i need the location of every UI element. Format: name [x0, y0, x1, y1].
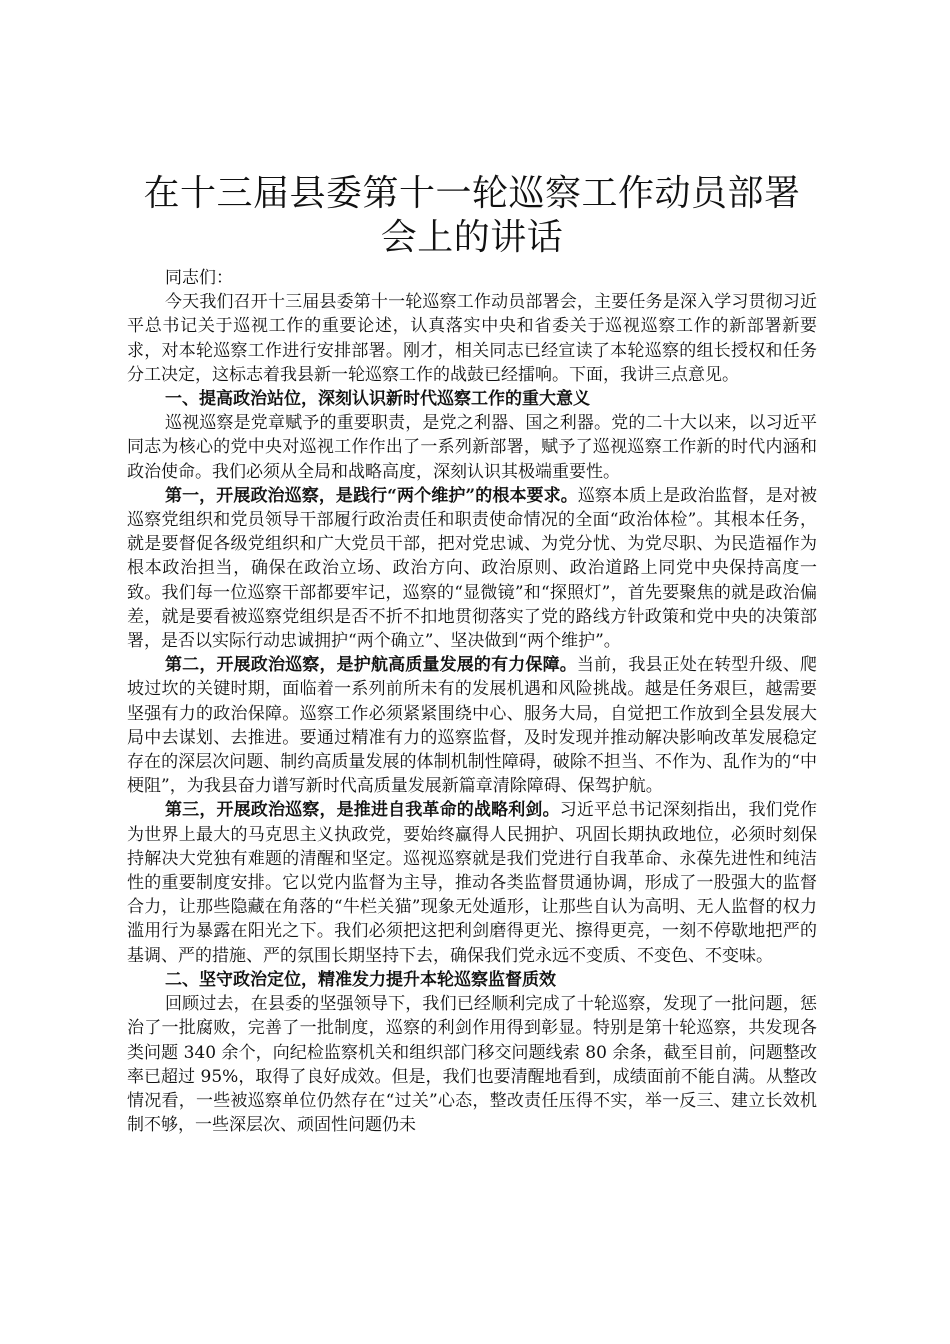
- document-page: [127, 172, 817, 1137]
- point-3-lead: 第三，开展政治巡察，是推进自我革命的战略利剑。: [165, 800, 560, 821]
- greeting: 同志们：: [165, 268, 233, 288]
- section-2-body: 回顾过去，在县委的坚强领导下，我们已经顺利完成了十轮巡察，发现了一批问题，惩治了一批腐败，完善了一批制度，巡察的利剑作用得到彰显。特别是第十轮巡察，共发现各类问题 340 余个，向纪检监察机关和组织部门移交问题线索 80 余条，截至目前，问题整改率已超过 95%，取得了良好成效。但是，我们也要清醒地看到，成绩面前不能自满。从整改情况看，一些被巡察单位仍然存在“过关”心态，整改责任压得不实，举一反三、建立长效机制不够，一些深层次、顽固性问题仍未: [127, 994, 817, 1136]
- point-3-paragraph: [127, 798, 817, 967]
- point-1-paragraph: [127, 484, 817, 653]
- point-2-text: 当前，我县正处在转型升级、爬坡过坎的关键时期，面临着一系列前所未有的发展机遇和风险挑战。越是任务艰巨，越需要坚强有力的政治保障。巡察工作必须紧紧围绕中心、服务大局，自觉把工作放到全县发展大局中去谋划、去推进。要通过精准有力的巡察监督，及时发现并推动解决影响改革发展稳定存在的深层次问题、制约高质量发展的体制机制性障碍，破除不担当、不作为、乱作为的“中梗阻”，为我县奋力谱写新时代高质量发展新篇章清除障碍、保驾护航。: [127, 655, 817, 797]
- point-2-lead: 第二，开展政治巡察，是护航高质量发展的有力保障。: [165, 655, 577, 676]
- point-3-text: 习近平总书记深刻指出，我们党作为世界上最大的马克思主义执政党，要始终赢得人民拥护、巩固长期执政地位，必须时刻保持解决大党独有难题的清醒和坚定。巡视巡察就是我们党进行自我革命、永葆先进性和纯洁性的重要制度安排。它以党内监督为主导，推动各类监督贯通协调，形成了一股强大的监督合力，让那些隐藏在角落的“牛栏关猫”现象无处遁形，让那些自认为高明、无人监督的权力滥用行为暴露在阳光之下。我们必须把这把利剑磨得更光、擦得更亮，一刻不停歇地把严的基调、严的措施、严的氛围长期坚持下去，确保我们党永远不变质、不变色、不变味。: [127, 800, 818, 966]
- point-1-lead: 第一，开展政治巡察，是践行“两个维护”的根本要求。: [165, 485, 578, 506]
- section-1-heading: 一、提高政治站位，深刻认识新时代巡察工作的重大意义: [165, 389, 590, 410]
- document-title: 在十三届县委第十一轮巡察工作动员部署会上的讲话: [143, 173, 801, 258]
- section-2-heading: 二、坚守政治定位，精准发力提升本轮巡察监督质效: [165, 969, 556, 990]
- point-2-paragraph: [127, 653, 817, 798]
- section-1-body: 巡视巡察是党章赋予的重要职责，是党之利器、国之利器。党的二十大以来，以习近平同志为核心的党中央对巡视工作作出了一系列新部署，赋予了巡视巡察工作新的时代内涵和政治使命。我们必须从全局和战略高度，深刻认识其极端重要性。: [127, 413, 817, 482]
- intro-paragraph: 今天我们召开十三届县委第十一轮巡察工作动员部署会，主要任务是深入学习贯彻习近平总书记关于巡视工作的重要论述，认真落实中央和省委关于巡视巡察工作的新部署新要求，对本轮巡察工作进行安排部署。刚才，相关同志已经宣读了本轮巡察的组长授权和任务分工决定，这标志着我县新一轮巡察工作的战鼓已经擂响。下面，我讲三点意见。: [127, 292, 817, 385]
- point-1-text: 巡察本质上是政治监督，是对被巡察党组织和党员领导干部履行政治责任和职责使命情况的全面“政治体检”。其根本任务，就是要督促各级党组织和广大党员干部，把对党忠诚、为党分忧、为党尽职、为民造福作为根本政治担当，确保在政治立场、政治方向、政治原则、政治道路上同党中央保持高度一致。我们每一位巡察干部都要牢记，巡察的“显微镜”和“探照灯”，首先要聚焦的就是政治偏差，就是要看被巡察党组织是否不折不扣地贯彻落实了党的路线方针政策和党中央的决策部署，是否以实际行动忠诚拥护“两个确立”、坚决做到“两个维护”。: [127, 485, 818, 652]
